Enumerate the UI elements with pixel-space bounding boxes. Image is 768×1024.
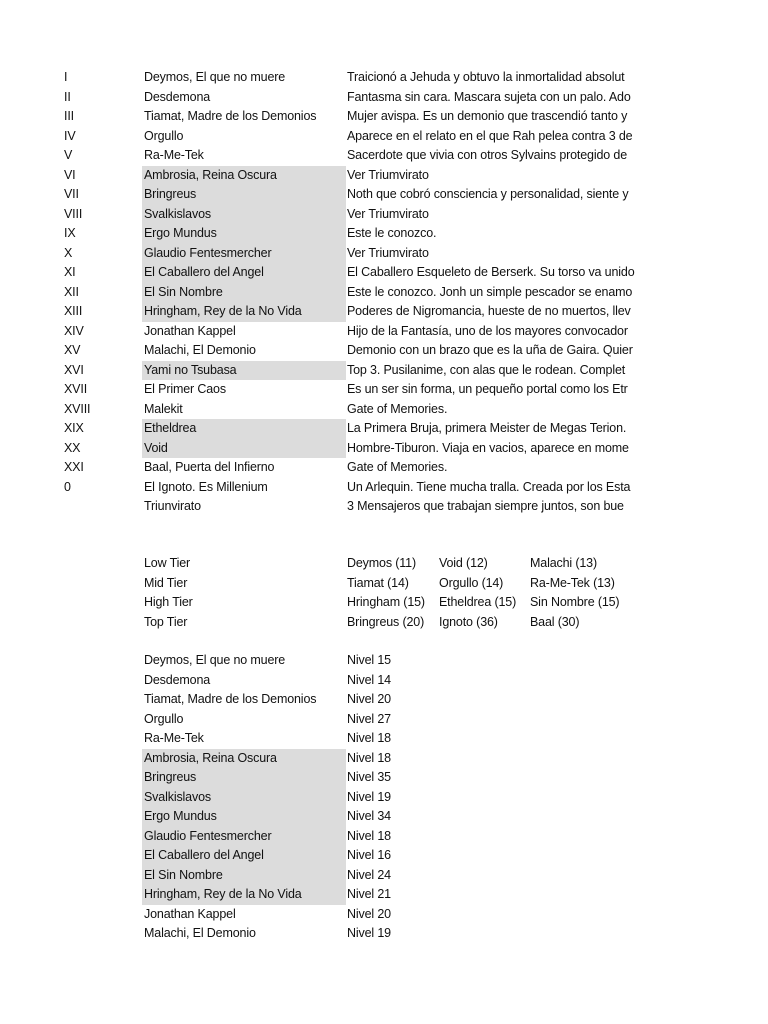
character-name: Jonathan Kappel	[144, 323, 236, 338]
character-name: Malachi, El Demonio	[144, 343, 256, 357]
character-row	[0, 283, 768, 303]
tier-row	[0, 574, 768, 594]
character-description: Hijo de la Fantasía, uno de los mayores convocador	[347, 323, 628, 338]
character-row	[0, 458, 768, 478]
level-character-name: Hringham, Rey de la No Vida	[142, 885, 346, 905]
tier-row	[0, 593, 768, 613]
tier-entry: Sin Nombre (15)	[530, 595, 620, 609]
character-row	[0, 185, 768, 205]
character-name: Desdemona	[144, 89, 211, 104]
level-value: Nivel 18	[347, 731, 391, 745]
character-description: El Caballero Esqueleto de Berserk. Su torso va unido	[347, 265, 635, 279]
character-row	[0, 400, 768, 420]
character-name: El Caballero del Angel	[142, 263, 346, 283]
level-value: Nivel 16	[347, 848, 391, 862]
tier-entry: Hringham (15)	[347, 595, 425, 609]
character-name: El Ignoto. Es Millenium	[144, 479, 268, 494]
character-row	[0, 478, 768, 498]
character-description: Poderes de Nigromancia, hueste de no muertos, llev	[347, 304, 631, 318]
character-description: La Primera Bruja, primera Meister de Megas Terion.	[347, 421, 627, 435]
level-row	[0, 924, 768, 944]
character-description: Demonio con un brazo que es la uña de Gaira. Quier	[347, 343, 633, 357]
tier-entry: Ignoto (36)	[439, 614, 498, 629]
character-name: Ambrosia, Reina Oscura	[142, 166, 346, 186]
level-row	[0, 866, 768, 886]
level-character-name: El Sin Nombre	[142, 866, 346, 886]
character-name: Yami no Tsubasa	[142, 361, 346, 381]
level-character-name: Svalkislavos	[142, 788, 346, 808]
roman-numeral: VI	[64, 167, 76, 182]
character-description: Gate of Memories.	[347, 460, 448, 474]
character-row	[0, 361, 768, 381]
character-name: Ra-Me-Tek	[144, 148, 204, 162]
character-name: Ergo Mundus	[142, 224, 346, 244]
character-row	[0, 205, 768, 225]
level-value: Nivel 18	[347, 828, 391, 843]
level-row	[0, 846, 768, 866]
tier-entry: Orgullo (14)	[439, 575, 504, 590]
level-row	[0, 690, 768, 710]
level-value: Nivel 34	[347, 809, 391, 823]
roman-numeral: VIII	[64, 206, 83, 221]
character-name: Malekit	[144, 401, 183, 416]
character-description: Ver Triumvirato	[347, 167, 429, 182]
character-row	[0, 166, 768, 186]
tier-label: Mid Tier	[144, 575, 188, 590]
level-row	[0, 729, 768, 749]
character-row	[0, 302, 768, 322]
character-row	[0, 88, 768, 108]
roman-numeral: XI	[64, 265, 76, 279]
character-row	[0, 263, 768, 283]
level-row	[0, 788, 768, 808]
level-row	[0, 885, 768, 905]
level-value: Nivel 19	[347, 789, 391, 804]
tier-entry: Ra-Me-Tek (13)	[530, 575, 615, 590]
character-description: 3 Mensajeros que trabajan siempre juntos, son bue	[347, 499, 624, 513]
level-row	[0, 710, 768, 730]
character-description: Traicionó a Jehuda y obtuvo la inmortalidad absolut	[347, 70, 625, 84]
character-row	[0, 127, 768, 147]
level-character-name: Ergo Mundus	[142, 807, 346, 827]
level-row	[0, 807, 768, 827]
level-row	[0, 905, 768, 925]
character-name: Bringreus	[142, 185, 346, 205]
tier-label: Top Tier	[144, 614, 188, 629]
character-name: El Primer Caos	[144, 382, 226, 396]
roman-numeral: III	[64, 109, 74, 123]
roman-numeral: XVIII	[64, 401, 91, 416]
level-value: Nivel 14	[347, 672, 391, 687]
character-name: Etheldrea	[142, 419, 346, 439]
level-character-name: Bringreus	[142, 768, 346, 788]
character-description: Noth que cobró consciencia y personalidad, siente y	[347, 187, 629, 201]
character-row	[0, 224, 768, 244]
roman-numeral: XIII	[64, 304, 83, 318]
level-value: Nivel 20	[347, 692, 391, 706]
level-character-name: Glaudio Fentesmercher	[142, 827, 346, 847]
roman-numeral: X	[64, 245, 73, 260]
level-row	[0, 827, 768, 847]
character-name: Glaudio Fentesmercher	[142, 244, 346, 264]
level-value: Nivel 21	[347, 887, 391, 901]
roman-numeral	[62, 497, 142, 517]
level-value: Nivel 18	[347, 750, 391, 765]
character-description: Ver Triumvirato	[347, 245, 429, 260]
character-description: Hombre-Tiburon. Viaja en vacios, aparece en mome	[347, 440, 629, 455]
character-row	[0, 439, 768, 459]
character-name: Svalkislavos	[142, 205, 346, 225]
character-description: Top 3. Pusilanime, con alas que le rodean. Complet	[347, 362, 626, 377]
roman-numeral: XVII	[64, 382, 88, 396]
tier-entry: Baal (30)	[530, 614, 580, 629]
roman-numeral: II	[64, 89, 71, 104]
character-description: Sacerdote que vivia con otros Sylvains protegido de	[347, 148, 628, 162]
level-row	[0, 749, 768, 769]
roman-numeral: VII	[64, 187, 79, 201]
tier-label: High Tier	[144, 595, 193, 609]
tier-entry: Tiamat (14)	[347, 575, 409, 590]
level-character-name: Malachi, El Demonio	[144, 926, 256, 940]
level-character-name: Deymos, El que no muere	[144, 653, 286, 667]
level-character-name: Orgullo	[144, 711, 184, 726]
roman-numeral: IX	[64, 226, 76, 240]
level-character-name: Ambrosia, Reina Oscura	[142, 749, 346, 769]
character-row	[0, 419, 768, 439]
level-row	[0, 671, 768, 691]
character-description: Mujer avispa. Es un demonio que trascendió tanto y	[347, 109, 628, 123]
tier-entry: Etheldrea (15)	[439, 595, 517, 609]
tier-entry: Bringreus (20)	[347, 614, 425, 629]
level-character-name: Desdemona	[144, 672, 211, 687]
roman-numeral: V	[64, 148, 73, 162]
level-character-name: Ra-Me-Tek	[144, 731, 204, 745]
roman-numeral: XIV	[64, 323, 84, 338]
character-description: Gate of Memories.	[347, 401, 448, 416]
roman-numeral: XVI	[64, 362, 84, 377]
character-description: Este le conozco.	[347, 226, 437, 240]
level-value: Nivel 20	[347, 906, 391, 921]
character-name: Orgullo	[144, 128, 184, 143]
character-name: Tiamat, Madre de los Demonios	[144, 109, 317, 123]
tier-entry: Malachi (13)	[530, 556, 597, 570]
character-row	[0, 497, 768, 517]
tier-row	[0, 613, 768, 633]
character-row	[0, 68, 768, 88]
character-name: El Sin Nombre	[142, 283, 346, 303]
roman-numeral: XII	[64, 284, 79, 299]
character-description: Es un ser sin forma, un pequeño portal como los Etr	[347, 382, 628, 396]
roman-numeral: XX	[64, 440, 81, 455]
level-row	[0, 651, 768, 671]
level-row	[0, 768, 768, 788]
character-description: Aparece en el relato en el que Rah pelea contra 3 de	[347, 128, 633, 143]
roman-numeral: XV	[64, 343, 81, 357]
level-value: Nivel 27	[347, 711, 391, 726]
character-name: Baal, Puerta del Infierno	[144, 460, 275, 474]
character-description: Este le conozco. Jonh un simple pescador se enamo	[347, 284, 633, 299]
level-character-name: Jonathan Kappel	[144, 906, 236, 921]
level-value: Nivel 35	[347, 770, 391, 784]
roman-numeral: XXI	[64, 460, 84, 474]
character-name: Void	[142, 439, 346, 459]
level-character-name: El Caballero del Angel	[142, 846, 346, 866]
level-value: Nivel 24	[347, 867, 391, 882]
character-name: Triunvirato	[144, 499, 201, 513]
level-character-name: Tiamat, Madre de los Demonios	[144, 692, 317, 706]
character-name: Deymos, El que no muere	[144, 70, 286, 84]
tier-label: Low Tier	[144, 556, 191, 570]
roman-numeral: IV	[64, 128, 76, 143]
level-value: Nivel 15	[347, 653, 391, 667]
character-description: Fantasma sin cara. Mascara sujeta con un palo. Ado	[347, 89, 631, 104]
level-value: Nivel 19	[347, 926, 391, 940]
character-description: Ver Triumvirato	[347, 206, 429, 221]
character-row	[0, 341, 768, 361]
tier-entry: Void (12)	[439, 556, 488, 570]
character-row	[0, 244, 768, 264]
tier-row	[0, 554, 768, 574]
tier-entry: Deymos (11)	[347, 556, 416, 570]
character-row	[0, 380, 768, 400]
character-row	[0, 107, 768, 127]
roman-numeral: XIX	[64, 421, 84, 435]
character-description: Un Arlequin. Tiene mucha tralla. Creada por los Esta	[347, 479, 631, 494]
roman-numeral: I	[64, 70, 68, 84]
roman-numeral: 0	[64, 479, 71, 494]
character-row	[0, 146, 768, 166]
character-name: Hringham, Rey de la No Vida	[142, 302, 346, 322]
character-row	[0, 322, 768, 342]
